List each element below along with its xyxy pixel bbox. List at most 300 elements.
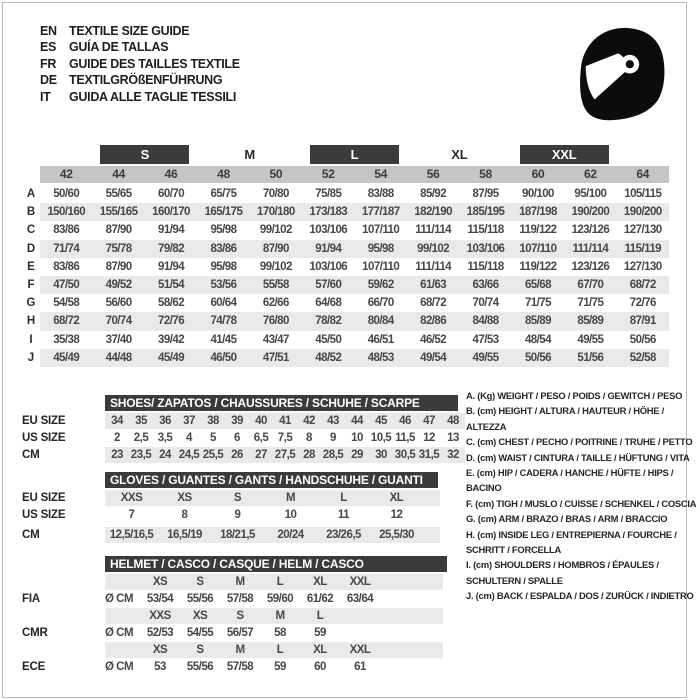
row-letter: F — [27, 278, 35, 291]
size-value: 119/122 — [519, 224, 557, 237]
size-value: 127/130 — [623, 224, 662, 237]
size-value: 48/53 — [355, 349, 407, 367]
measurement-row-c — [22, 221, 669, 239]
language-label: GUIDA ALLE TAGLIE TESSILI — [69, 89, 237, 104]
helmet-sizes-row-fia — [22, 574, 467, 590]
size-value: L — [340, 492, 347, 504]
helmet-size-value: 61/62 — [306, 593, 334, 605]
size-value: 57/60 — [302, 276, 354, 294]
size-value: 66/70 — [367, 297, 394, 310]
size-value: 38 — [207, 415, 219, 427]
size-value: 43 — [327, 415, 339, 427]
size-value: 177/187 — [355, 203, 407, 221]
measurement-row-j — [22, 349, 669, 367]
size-value: 12 — [423, 432, 435, 444]
size-value: 123/126 — [571, 224, 610, 237]
size-value: 39 — [231, 415, 243, 427]
size-value: 37 — [183, 415, 195, 427]
size-value: 68/72 — [617, 276, 669, 294]
size-value: 55/58 — [250, 276, 302, 294]
size-value: 37/40 — [105, 333, 132, 346]
helmet-size-value: 61 — [354, 661, 366, 673]
size-value: 82/86 — [407, 312, 459, 330]
size-value: 190/200 — [564, 203, 616, 221]
size-value: 99/102 — [259, 260, 292, 273]
diameter-label: Ø CM — [105, 627, 134, 639]
size-band-xxl: XXL — [520, 145, 609, 164]
helmet-size-label: S — [196, 576, 204, 588]
helmet-size-value: 59 — [314, 627, 326, 639]
size-value: 12 — [390, 509, 403, 521]
size-value: 95/98 — [210, 260, 237, 273]
size-value: 182/190 — [407, 203, 459, 221]
size-value: 150/160 — [40, 203, 92, 221]
size-value: 85/89 — [564, 312, 616, 330]
size-value: 48 — [447, 415, 459, 427]
size-value: 95/98 — [355, 240, 407, 258]
size-label-cells — [105, 574, 443, 590]
shoes-row-cm — [22, 447, 467, 463]
size-value: 46/51 — [367, 333, 394, 346]
helmet-size-label: XL — [313, 576, 327, 588]
row-letter: E — [27, 260, 35, 273]
gloves-table-body — [22, 490, 467, 543]
language-row — [40, 72, 240, 88]
size-value: 44 — [351, 415, 363, 427]
helmet-size-label: XXL — [349, 576, 371, 588]
numeric-size: 52 — [302, 166, 354, 183]
size-value: 107/110 — [362, 224, 400, 237]
helmet-size-label: S — [196, 644, 204, 656]
size-value: 49/52 — [92, 276, 144, 294]
size-band-l: L — [310, 145, 399, 164]
size-value: 83/88 — [367, 188, 394, 200]
size-value: 16,5/19 — [167, 529, 202, 541]
size-value: 91/94 — [158, 260, 185, 273]
numeric-size: 62 — [564, 166, 616, 183]
textile-size-table — [22, 145, 669, 367]
size-value: 6,5 — [253, 432, 269, 444]
helmet-table-body — [22, 574, 467, 675]
helmet-table-title: HELMET / CASCO / CASQUE / HELM / CASCO — [105, 556, 447, 572]
diameter-label: Ø CM — [105, 593, 134, 605]
size-value: 173/183 — [302, 203, 354, 221]
size-value: 48/52 — [302, 349, 354, 367]
language-label: GUÍA DE TALLAS — [69, 40, 169, 55]
language-row — [40, 89, 240, 105]
size-value: 10 — [284, 509, 297, 521]
size-value: 68/72 — [420, 297, 447, 310]
value-cells — [105, 591, 443, 607]
measurement-row-b — [22, 203, 669, 221]
size-value: 52/58 — [617, 349, 669, 367]
value-cells — [105, 527, 440, 543]
language-code: ES — [40, 40, 57, 55]
size-value: 2,5 — [133, 432, 149, 444]
size-value: 72/76 — [629, 297, 656, 310]
size-value: 103/106 — [309, 224, 348, 237]
size-band-row — [22, 145, 669, 164]
size-value: 46 — [399, 415, 411, 427]
size-value: 45/50 — [315, 333, 342, 346]
size-value: 39/42 — [158, 333, 185, 346]
size-value: 115/118 — [467, 260, 504, 273]
language-code: DE — [40, 73, 57, 88]
row-label: EU SIZE — [22, 415, 66, 427]
size-value: 36 — [159, 415, 171, 427]
helmet-size-value: 59/60 — [266, 593, 294, 605]
size-value: 70/74 — [472, 297, 499, 310]
helmet-size-value: 60 — [314, 661, 326, 673]
helmet-size-value: 53/54 — [146, 593, 174, 605]
size-value: 80/84 — [355, 312, 407, 330]
size-value: 70/74 — [92, 312, 144, 330]
value-cells — [105, 413, 465, 429]
legend-item: C. (cm) CHEST / PECHO / POITRINE / TRUHE / PETTO — [466, 436, 693, 448]
size-value: XXS — [120, 492, 143, 504]
size-value: 91/94 — [158, 224, 185, 237]
size-value: 44/48 — [92, 349, 144, 367]
shoes-table — [22, 395, 467, 463]
language-label: GUIDE DES TAILLES TEXTILE — [69, 56, 240, 71]
size-value: 25,5 — [202, 449, 224, 461]
language-label: TEXTILGRÖßENFÜHRUNG — [69, 73, 223, 88]
size-value: 83/86 — [53, 224, 80, 237]
size-value: 187/198 — [512, 203, 564, 221]
size-value: 95/100 — [574, 188, 607, 200]
numeric-size: 46 — [145, 166, 197, 183]
legend-item: J. (cm) BACK / ESPALDA / DOS / ZURÜCK / INDIETRO — [466, 590, 694, 602]
size-value: 91/94 — [302, 240, 354, 258]
size-value: 49/55 — [577, 333, 604, 346]
legend-item: D. (cm) WAIST / CINTURA / TAILLE / HÜFTUNG / VITA — [466, 451, 690, 463]
helmet-size-label: M — [235, 576, 245, 588]
language-label: TEXTILE SIZE GUIDE — [69, 24, 190, 38]
size-value: 87/90 — [250, 240, 302, 258]
row-letter: C — [26, 224, 36, 237]
gloves-row-us — [22, 507, 467, 523]
size-value: 24,5 — [178, 449, 200, 461]
row-letter: G — [26, 297, 36, 310]
helmet-size-value: 54/55 — [186, 627, 214, 639]
legend-item: A. (Kg) WEIGHT / PESO / POIDS / GEWITCH / PESO — [466, 390, 683, 401]
size-value: 9 — [234, 509, 241, 521]
helmet-size-label: XL — [313, 644, 327, 656]
value-cells — [105, 625, 443, 641]
helmet-size-label: L — [276, 644, 284, 656]
gloves-row-eu — [22, 490, 467, 506]
size-value: 119/122 — [519, 260, 557, 273]
size-value: 60/64 — [210, 297, 237, 310]
size-value: 8 — [306, 432, 312, 444]
size-label-cells — [105, 642, 443, 658]
size-value: 49/55 — [459, 349, 511, 367]
measurement-row-f — [22, 276, 669, 294]
helmet-size-label: L — [316, 610, 324, 622]
gloves-row-cm — [22, 527, 467, 543]
size-value: 95/98 — [210, 224, 237, 237]
measurement-row-i — [22, 331, 669, 349]
size-value: 99/102 — [407, 240, 459, 258]
row-letter: A — [26, 188, 36, 200]
size-value: 3,5 — [157, 432, 173, 444]
size-value: 63/66 — [459, 276, 511, 294]
numeric-size: 60 — [512, 166, 564, 183]
size-value: 185/195 — [459, 203, 511, 221]
numeric-size: 50 — [250, 166, 302, 183]
row-letter: J — [27, 351, 35, 364]
size-value: 2 — [114, 432, 120, 444]
size-value: XS — [177, 492, 192, 504]
size-table-body — [22, 185, 669, 367]
value-cells — [105, 507, 440, 523]
helmet-size-value: 55/56 — [186, 661, 214, 673]
size-value: 90/100 — [522, 188, 554, 200]
helmet-size-label: M — [235, 644, 245, 656]
helmet-size-value: 53 — [154, 661, 166, 673]
gloves-table-title: GLOVES / GUANTES / GANTS / HANDSCHUHE / GUANTI — [105, 472, 438, 488]
size-value: 65/68 — [512, 276, 564, 294]
size-value: 72/76 — [145, 312, 197, 330]
legend-item: E. (cm) HIP / CADERA / HANCHE / HÜFTE / HIPS / BACINO — [466, 467, 674, 494]
size-value: 47/50 — [40, 276, 92, 294]
helmet-size-value: 59 — [274, 661, 286, 673]
size-value: 47/53 — [472, 333, 499, 346]
language-code: IT — [40, 89, 51, 104]
shoes-row-eu — [22, 413, 467, 429]
size-value: 55/65 — [105, 188, 132, 200]
size-value: 50/60 — [53, 188, 80, 200]
size-value: 8 — [181, 509, 188, 521]
size-value: 111/114 — [415, 260, 452, 273]
size-value: 6 — [234, 432, 240, 444]
size-value: 107/110 — [512, 240, 564, 258]
helmet-table — [22, 556, 467, 675]
measurement-legend — [466, 388, 700, 604]
size-value: 31,5 — [418, 449, 440, 461]
language-row — [40, 56, 240, 72]
size-value: 115/119 — [617, 240, 669, 258]
shoes-row-us — [22, 430, 467, 446]
helmet-size-label: XS — [152, 644, 168, 656]
size-value: 155/165 — [92, 203, 144, 221]
row-label: CM — [22, 449, 40, 461]
standard-label: ECE — [22, 661, 46, 673]
size-value: 87/95 — [472, 188, 499, 200]
size-value: 51/54 — [145, 276, 197, 294]
standard-label: CMR — [22, 627, 48, 639]
size-label-cells — [105, 608, 443, 624]
size-value: 76/80 — [250, 312, 302, 330]
helmet-size-value: 57/58 — [226, 661, 254, 673]
size-band-s: S — [100, 145, 189, 164]
size-value: 123/126 — [571, 260, 610, 273]
helmet-size-value: 55/56 — [186, 593, 214, 605]
value-cells — [105, 659, 443, 675]
size-value: 20/24 — [277, 529, 304, 541]
helmet-size-value: 52/53 — [146, 627, 174, 639]
helmet-values-row-ece — [22, 659, 467, 675]
size-value: 23 — [111, 449, 123, 461]
size-value: 4 — [186, 432, 192, 444]
size-value: 87/91 — [617, 312, 669, 330]
row-letter: H — [26, 315, 36, 328]
helmet-size-label: L — [276, 576, 284, 588]
size-value: 25,5/30 — [379, 529, 414, 541]
size-value: 87/90 — [105, 224, 132, 237]
row-label: US SIZE — [22, 432, 66, 444]
size-value: 45 — [375, 415, 387, 427]
size-value: 70/80 — [262, 188, 289, 200]
size-value: 59/62 — [355, 276, 407, 294]
size-value: 10,5 — [370, 432, 392, 444]
size-value: 103/106 — [459, 240, 511, 258]
helmet-size-label: M — [275, 610, 285, 622]
helmet-size-value: 56/57 — [226, 627, 254, 639]
size-value: 35 — [135, 415, 147, 427]
legend-item: B. (cm) HEIGHT / ALTURA / HAUTEUR / HÖHE / ALTEZZA — [466, 405, 665, 432]
size-value: 47 — [423, 415, 435, 427]
measurement-row-g — [22, 294, 669, 312]
size-value: 107/110 — [362, 260, 400, 273]
racing-helmet-icon — [572, 22, 670, 126]
size-value: 75/85 — [315, 188, 342, 200]
size-value: 41 — [279, 415, 291, 427]
helmet-size-value: 57/58 — [226, 593, 254, 605]
helmet-sizes-row-cmr — [22, 608, 467, 624]
size-value: 111/114 — [415, 224, 452, 237]
size-value: 79/82 — [145, 240, 197, 258]
size-value: 115/118 — [467, 224, 504, 237]
size-value: 53/56 — [197, 276, 249, 294]
size-value: 46/52 — [420, 333, 447, 346]
legend-item: F. (cm) TIGH / MUSLO / CUISSE / SCHENKEL / COSCIA — [466, 497, 697, 509]
size-value: M — [285, 492, 296, 504]
row-letter: D — [26, 242, 36, 255]
helmet-values-row-cmr — [22, 625, 467, 641]
size-value: 111/114 — [564, 240, 616, 258]
legend-item: I. (cm) SHOULDERS / HOMBROS / ÉPAULES / SCHULTERN / SPALLE — [466, 559, 659, 586]
size-value: 56/60 — [105, 297, 132, 310]
size-value: 84/88 — [459, 312, 511, 330]
size-value: 71/75 — [577, 297, 604, 310]
numeric-size: 44 — [92, 166, 144, 183]
legend-item: H. (cm) INSIDE LEG / ENTREPIERNA / FOURCHE / SCHRITT / FORCELLA — [466, 528, 677, 556]
size-value: 48/54 — [524, 333, 551, 346]
size-value: 61/63 — [407, 276, 459, 294]
language-header — [40, 23, 240, 105]
size-value: 7 — [128, 509, 135, 521]
size-value: 165/175 — [197, 203, 249, 221]
size-value: 75/78 — [92, 240, 144, 258]
size-value: 85/89 — [512, 312, 564, 330]
size-value: 83/86 — [197, 240, 249, 258]
shoes-table-body — [22, 413, 467, 463]
size-value: 65/75 — [210, 188, 237, 200]
helmet-size-label: XXL — [349, 644, 371, 656]
value-cells — [105, 430, 465, 446]
helmet-size-label: XXS — [149, 610, 171, 622]
size-value: 7,5 — [277, 432, 293, 444]
size-value: 32 — [447, 449, 459, 461]
language-code: EN — [40, 24, 57, 38]
size-value: 58/62 — [158, 297, 185, 310]
size-value: 28 — [303, 449, 315, 461]
size-value: 60/70 — [158, 188, 185, 200]
numeric-size: 64 — [617, 166, 669, 183]
measurement-row-e — [22, 258, 669, 276]
gloves-table — [22, 472, 467, 543]
size-value: S — [233, 492, 242, 504]
size-value: 54/58 — [53, 297, 80, 310]
size-value: 71/74 — [40, 240, 92, 258]
size-value: 99/102 — [259, 224, 292, 237]
size-value: 47/51 — [250, 349, 302, 367]
language-row — [40, 23, 240, 39]
size-value: 24 — [159, 449, 171, 461]
row-label: EU SIZE — [22, 492, 66, 504]
numeric-size: 48 — [197, 166, 249, 183]
size-value: 12,5/16,5 — [109, 529, 154, 541]
size-band-m: M — [244, 147, 255, 162]
size-value: 5 — [210, 432, 216, 444]
row-label: US SIZE — [22, 509, 66, 521]
size-value: 27 — [255, 449, 267, 461]
size-value: 28,5 — [322, 449, 344, 461]
size-value: 18/21,5 — [220, 529, 255, 541]
size-value: 35/38 — [53, 333, 80, 346]
size-value: 40 — [255, 415, 267, 427]
size-value: 27,5 — [274, 449, 296, 461]
size-value: 67/70 — [564, 276, 616, 294]
size-value: 30,5 — [394, 449, 416, 461]
measurement-row-a — [22, 185, 669, 203]
size-value: 51/56 — [564, 349, 616, 367]
size-value: XL — [389, 492, 404, 504]
size-value: 30 — [375, 449, 387, 461]
row-letter: B — [26, 206, 36, 219]
size-value: 46/50 — [197, 349, 249, 367]
shoes-table-title: SHOES/ ZAPATOS / CHAUSSURES / SCHUHE / SCARPE — [105, 395, 458, 411]
size-value: 10 — [351, 432, 363, 444]
size-value: 34 — [111, 415, 123, 427]
size-value: 41/45 — [210, 333, 237, 346]
value-cells — [105, 447, 465, 463]
size-band-xl: XL — [451, 147, 468, 162]
equipment-tables — [22, 395, 467, 676]
size-value: 43/47 — [262, 333, 289, 346]
size-value: 9 — [330, 432, 336, 444]
size-value: 85/92 — [420, 188, 447, 200]
size-value: 71/75 — [524, 297, 551, 310]
size-value: 127/130 — [623, 260, 662, 273]
row-label: CM — [22, 529, 40, 541]
legend-item: G. (cm) ARM / BRAZO / BRAS / ARM / BRACCIO — [466, 513, 668, 525]
measurement-row-d — [22, 240, 669, 258]
size-value: 68/72 — [40, 312, 92, 330]
numeric-size-row — [22, 166, 669, 183]
helmet-size-value: 58 — [274, 627, 286, 639]
numeric-size: 56 — [407, 166, 459, 183]
size-value: 105/115 — [624, 188, 662, 200]
helmet-sizes-row-ece — [22, 642, 467, 658]
size-value: 62/66 — [262, 297, 289, 310]
size-value: 78/82 — [302, 312, 354, 330]
size-value: 103/106 — [309, 260, 348, 273]
helmet-values-row-fia — [22, 591, 467, 607]
numeric-size: 42 — [40, 166, 92, 183]
size-value: 11,5 — [395, 432, 415, 444]
